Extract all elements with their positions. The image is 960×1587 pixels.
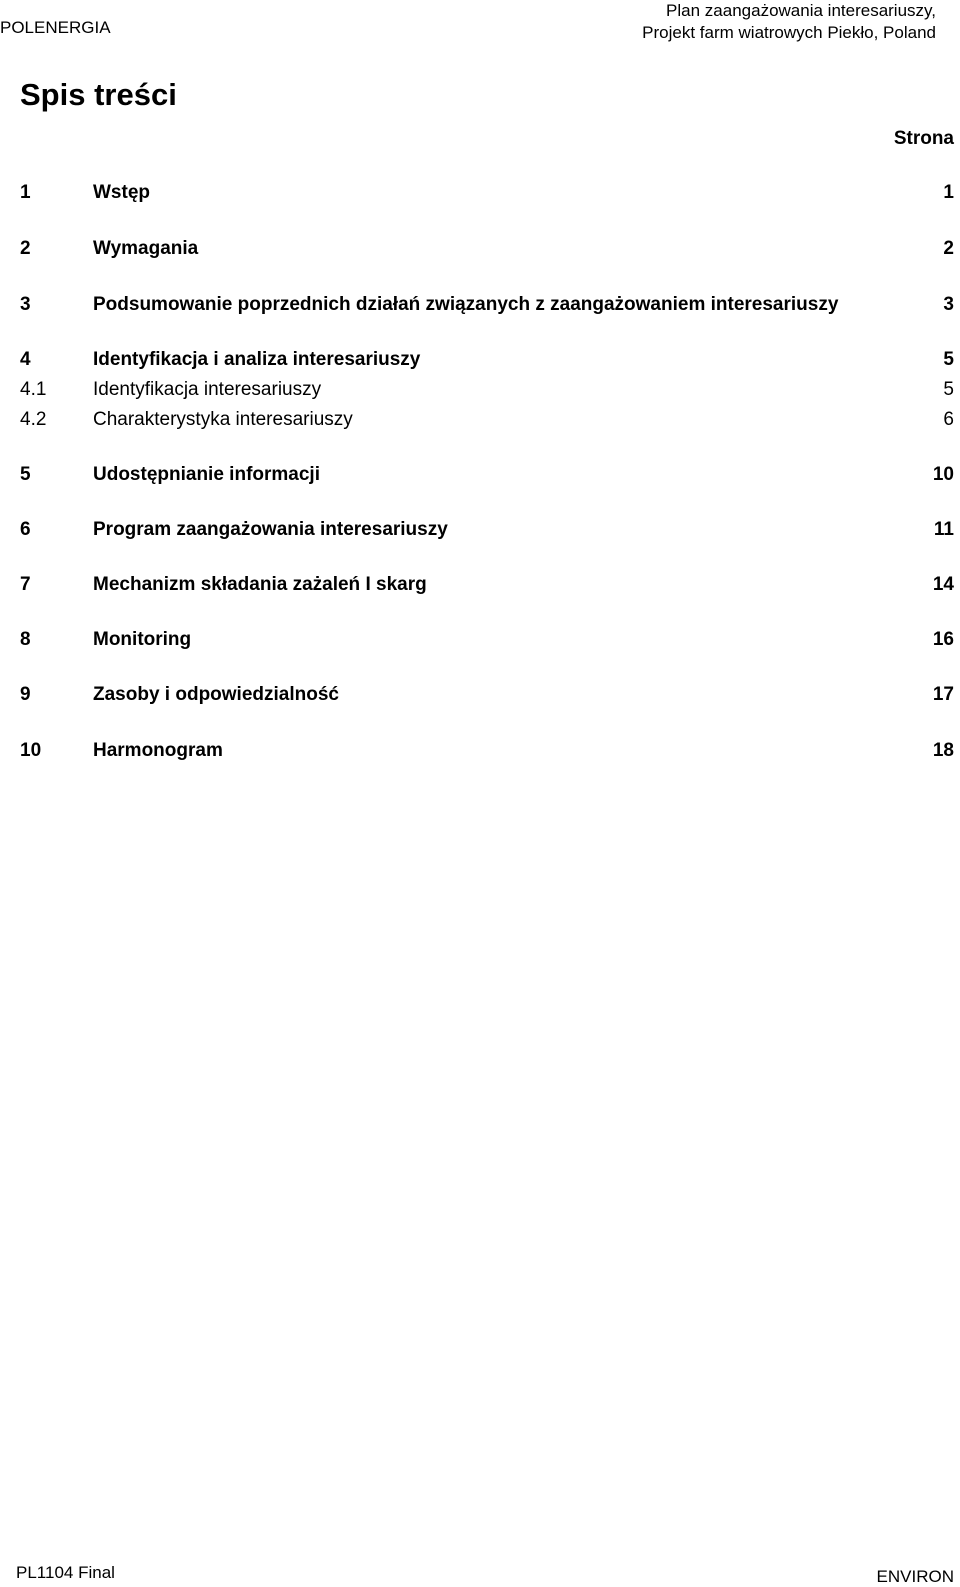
toc-entry-title: Monitoring — [93, 629, 192, 650]
toc-entry-title: Podsumowanie poprzednich działań związanych z zaangażowaniem interesariuszy — [93, 294, 839, 315]
document-title — [642, 0, 936, 44]
toc-entry-number: 6 — [20, 519, 31, 540]
toc-entry-title: Zasoby i odpowiedzialność — [93, 684, 339, 705]
toc-entry-7[interactable] — [20, 572, 954, 598]
document-title-line-1: Plan zaangażowania interesariuszy, — [666, 1, 936, 20]
toc-entry-page: 16 — [932, 629, 954, 650]
toc-entry-number: 10 — [20, 740, 42, 761]
toc-entry-4-2[interactable] — [20, 407, 954, 433]
toc-entry-title: Harmonogram — [93, 740, 223, 761]
toc-entry-number: 9 — [20, 684, 31, 705]
toc-entry-title: Mechanizm składania zażaleń I skarg — [93, 574, 427, 595]
toc-entry-1[interactable] — [20, 180, 954, 206]
toc-entry-9[interactable] — [20, 682, 954, 708]
company-name: POLENERGIA — [0, 18, 111, 37]
toc-entry-number: 2 — [20, 238, 31, 259]
toc-entry-page: 5 — [943, 349, 954, 370]
toc-entry-title: Identyfikacja interesariuszy — [93, 379, 322, 400]
toc-entry-4-1[interactable] — [20, 377, 954, 403]
toc-title: Spis treści — [20, 77, 177, 112]
toc-entry-title: Charakterystyka interesariuszy — [93, 409, 353, 430]
toc-entry-title: Identyfikacja i analiza interesariuszy — [93, 349, 421, 370]
toc-entry-6[interactable] — [20, 517, 954, 543]
toc-entry-page: 11 — [933, 519, 954, 540]
toc-entry-title: Wymagania — [93, 238, 199, 259]
toc-entry-number: 5 — [20, 464, 31, 485]
toc-entry-page: 14 — [932, 574, 954, 595]
toc-entry-title: Program zaangażowania interesariuszy — [93, 519, 448, 540]
footer-document-id: PL1104 Final — [16, 1563, 115, 1582]
toc-entry-title: Wstęp — [93, 182, 150, 203]
toc-entry-number: 7 — [20, 574, 31, 595]
document-title-line-2: Projekt farm wiatrowych Piekło, Poland — [642, 23, 936, 42]
toc-entry-title: Udostępnianie informacji — [93, 464, 320, 485]
toc-entry-number: 4 — [20, 349, 31, 370]
toc-entry-number: 4.2 — [20, 409, 47, 430]
page-column-label: Strona — [893, 128, 954, 149]
footer-brand: ENVIRON — [876, 1567, 954, 1586]
toc-entry-10[interactable] — [20, 738, 954, 764]
toc-entry-page: 17 — [932, 684, 954, 705]
toc-entry-page: 5 — [943, 379, 954, 400]
toc-entry-4[interactable] — [20, 347, 954, 373]
toc-entry-page: 6 — [943, 409, 954, 430]
toc-entry-8[interactable] — [20, 627, 954, 653]
toc-entry-page: 1 — [943, 182, 954, 203]
toc-entry-number: 4.1 — [20, 379, 47, 400]
toc-entry-number: 1 — [20, 182, 31, 203]
toc-entry-2[interactable] — [20, 236, 954, 262]
toc-entry-number: 3 — [20, 294, 31, 315]
toc-entry-page: 18 — [932, 740, 954, 761]
toc-entry-number: 8 — [20, 629, 31, 650]
toc-entry-5[interactable] — [20, 462, 954, 488]
toc-entry-page: 10 — [932, 464, 954, 485]
toc-entry-3[interactable] — [20, 292, 954, 318]
toc-entry-page: 2 — [943, 238, 954, 259]
toc-entry-page: 3 — [943, 294, 954, 315]
